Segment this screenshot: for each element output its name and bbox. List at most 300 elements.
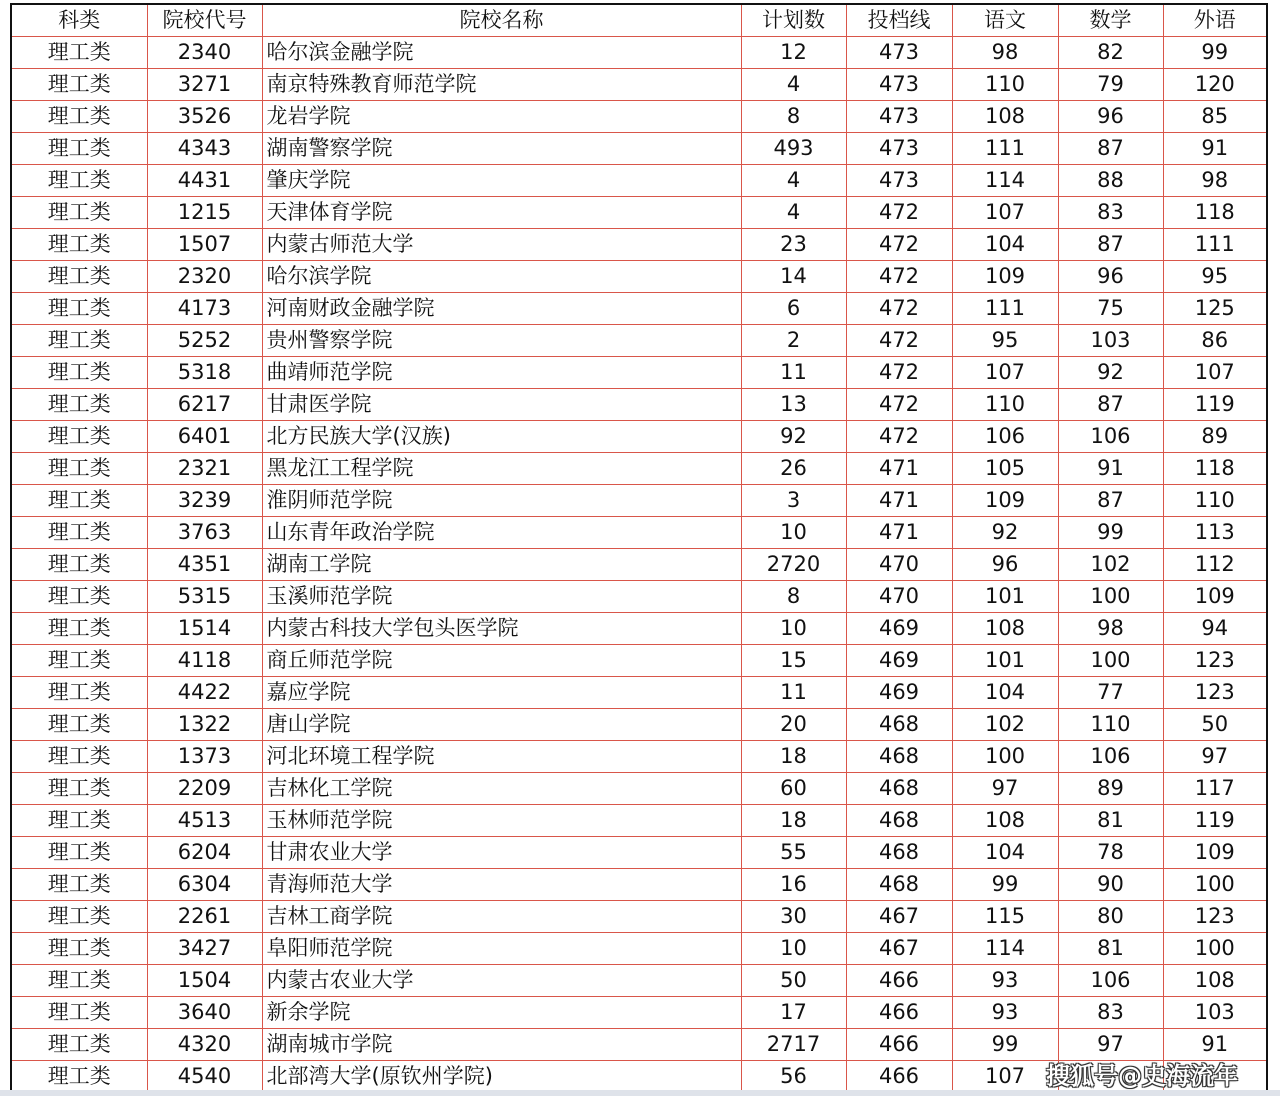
cell-plan: 20 xyxy=(741,709,846,741)
cell-chinese: 109 xyxy=(952,261,1058,293)
cell-code: 4431 xyxy=(147,165,262,197)
table-row xyxy=(11,933,1267,965)
cell-math: 103 xyxy=(1058,325,1163,357)
cell-plan: 10 xyxy=(741,613,846,645)
cell-chinese: 106 xyxy=(952,421,1058,453)
cell-cutoff: 472 xyxy=(846,293,952,325)
cell-chinese: 108 xyxy=(952,101,1058,133)
cell-foreign: 100 xyxy=(1163,933,1267,965)
cell-foreign: 91 xyxy=(1163,1029,1267,1061)
cell-cutoff: 471 xyxy=(846,517,952,549)
table-row xyxy=(11,229,1267,261)
cell-math: 83 xyxy=(1058,997,1163,1029)
cell-school-name: 阜阳师范学院 xyxy=(262,933,741,965)
cell-category: 理工类 xyxy=(11,1029,147,1061)
table-row xyxy=(11,421,1267,453)
cell-chinese: 111 xyxy=(952,293,1058,325)
cell-chinese: 108 xyxy=(952,613,1058,645)
cell-code: 6304 xyxy=(147,869,262,901)
cell-cutoff: 469 xyxy=(846,677,952,709)
cell-cutoff: 471 xyxy=(846,485,952,517)
cell-cutoff: 471 xyxy=(846,453,952,485)
cell-math: 89 xyxy=(1058,773,1163,805)
cell-math: 87 xyxy=(1058,485,1163,517)
cell-school-name: 甘肃医学院 xyxy=(262,389,741,421)
cell-school-name: 北部湾大学(原钦州学院) xyxy=(262,1061,741,1094)
cell-code: 6401 xyxy=(147,421,262,453)
cell-plan: 30 xyxy=(741,901,846,933)
table-row xyxy=(11,613,1267,645)
cell-math: 99 xyxy=(1058,517,1163,549)
cell-plan: 14 xyxy=(741,261,846,293)
cell-chinese: 114 xyxy=(952,933,1058,965)
cell-cutoff: 473 xyxy=(846,165,952,197)
cell-school-name: 南京特殊教育师范学院 xyxy=(262,69,741,101)
cell-code: 4351 xyxy=(147,549,262,581)
table-row xyxy=(11,197,1267,229)
cell-school-name: 吉林化工学院 xyxy=(262,773,741,805)
table-row xyxy=(11,69,1267,101)
cell-category: 理工类 xyxy=(11,837,147,869)
cell-foreign: 89 xyxy=(1163,421,1267,453)
cell-plan: 92 xyxy=(741,421,846,453)
cell-plan: 10 xyxy=(741,517,846,549)
cell-code: 4540 xyxy=(147,1061,262,1094)
cell-plan: 23 xyxy=(741,229,846,261)
cell-foreign: 118 xyxy=(1163,197,1267,229)
cell-foreign: 119 xyxy=(1163,389,1267,421)
cell-foreign: 86 xyxy=(1163,325,1267,357)
cell-chinese: 102 xyxy=(952,709,1058,741)
cell-plan: 56 xyxy=(741,1061,846,1094)
cell-school-name: 玉溪师范学院 xyxy=(262,581,741,613)
cell-school-name: 黑龙江工程学院 xyxy=(262,453,741,485)
cell-category: 理工类 xyxy=(11,421,147,453)
cell-chinese: 108 xyxy=(952,805,1058,837)
cell-code: 6204 xyxy=(147,837,262,869)
cell-plan: 18 xyxy=(741,805,846,837)
cell-code: 1514 xyxy=(147,613,262,645)
cell-cutoff: 468 xyxy=(846,805,952,837)
cell-chinese: 96 xyxy=(952,549,1058,581)
cell-school-name: 吉林工商学院 xyxy=(262,901,741,933)
table-row xyxy=(11,965,1267,997)
cell-plan: 26 xyxy=(741,453,846,485)
cell-school-name: 内蒙古农业大学 xyxy=(262,965,741,997)
cell-math: 88 xyxy=(1058,165,1163,197)
table-row xyxy=(11,357,1267,389)
cell-foreign: 109 xyxy=(1163,581,1267,613)
watermark: 搜狐号@史海流年 xyxy=(1046,1062,1238,1090)
cell-math: 80 xyxy=(1058,901,1163,933)
cell-cutoff: 467 xyxy=(846,901,952,933)
cell-chinese: 110 xyxy=(952,69,1058,101)
cell-code: 3763 xyxy=(147,517,262,549)
cell-code: 3526 xyxy=(147,101,262,133)
cell-cutoff: 472 xyxy=(846,357,952,389)
cell-foreign: 111 xyxy=(1163,229,1267,261)
cell-foreign: 123 xyxy=(1163,901,1267,933)
table-row xyxy=(11,741,1267,773)
cell-math: 98 xyxy=(1058,613,1163,645)
cell-code: 1504 xyxy=(147,965,262,997)
cell-school-name: 北方民族大学(汉族) xyxy=(262,421,741,453)
cell-plan: 15 xyxy=(741,645,846,677)
table-row xyxy=(11,325,1267,357)
cell-category: 理工类 xyxy=(11,133,147,165)
cell-math: 106 xyxy=(1058,965,1163,997)
cell-code: 4118 xyxy=(147,645,262,677)
cell-plan: 17 xyxy=(741,997,846,1029)
cell-chinese: 98 xyxy=(952,37,1058,69)
cell-math: 96 xyxy=(1058,261,1163,293)
cell-category: 理工类 xyxy=(11,997,147,1029)
cell-cutoff: 472 xyxy=(846,261,952,293)
cell-code: 5315 xyxy=(147,581,262,613)
cell-category: 理工类 xyxy=(11,293,147,325)
cell-school-name: 龙岩学院 xyxy=(262,101,741,133)
cell-plan: 60 xyxy=(741,773,846,805)
cell-chinese: 92 xyxy=(952,517,1058,549)
cell-chinese: 97 xyxy=(952,773,1058,805)
cell-plan: 4 xyxy=(741,69,846,101)
cell-code: 6217 xyxy=(147,389,262,421)
cell-category: 理工类 xyxy=(11,453,147,485)
cell-math: 81 xyxy=(1058,805,1163,837)
cell-school-name: 曲靖师范学院 xyxy=(262,357,741,389)
cell-cutoff: 473 xyxy=(846,69,952,101)
cell-math: 77 xyxy=(1058,677,1163,709)
cell-chinese: 101 xyxy=(952,581,1058,613)
cell-category: 理工类 xyxy=(11,869,147,901)
cell-school-name: 内蒙古科技大学包头医学院 xyxy=(262,613,741,645)
cell-school-name: 湖南警察学院 xyxy=(262,133,741,165)
table-row xyxy=(11,133,1267,165)
cell-code: 5252 xyxy=(147,325,262,357)
cell-chinese: 104 xyxy=(952,677,1058,709)
cell-category: 理工类 xyxy=(11,741,147,773)
cell-school-name: 甘肃农业大学 xyxy=(262,837,741,869)
cell-code: 3640 xyxy=(147,997,262,1029)
table-row xyxy=(11,485,1267,517)
cell-foreign: 50 xyxy=(1163,709,1267,741)
table-row xyxy=(11,389,1267,421)
cell-foreign: 123 xyxy=(1163,677,1267,709)
cell-plan: 493 xyxy=(741,133,846,165)
cell-cutoff: 466 xyxy=(846,1029,952,1061)
table-row xyxy=(11,165,1267,197)
header-code: 院校代号 xyxy=(147,4,262,37)
cell-code: 2321 xyxy=(147,453,262,485)
table-row xyxy=(11,805,1267,837)
cell-chinese: 107 xyxy=(952,197,1058,229)
cell-foreign: 112 xyxy=(1163,549,1267,581)
cell-cutoff: 473 xyxy=(846,101,952,133)
cell-category: 理工类 xyxy=(11,773,147,805)
cell-code: 1373 xyxy=(147,741,262,773)
cell-school-name: 湖南工学院 xyxy=(262,549,741,581)
cell-math: 92 xyxy=(1058,357,1163,389)
table-row xyxy=(11,37,1267,69)
cell-category: 理工类 xyxy=(11,261,147,293)
cell-cutoff: 466 xyxy=(846,997,952,1029)
table-row xyxy=(11,901,1267,933)
cell-foreign: 123 xyxy=(1163,645,1267,677)
cell-category: 理工类 xyxy=(11,901,147,933)
cell-plan: 4 xyxy=(741,197,846,229)
cell-foreign: 95 xyxy=(1163,261,1267,293)
cell-chinese: 105 xyxy=(952,453,1058,485)
table-row xyxy=(11,517,1267,549)
cell-school-name: 河南财政金融学院 xyxy=(262,293,741,325)
cell-foreign: 99 xyxy=(1163,37,1267,69)
table-row xyxy=(11,837,1267,869)
cell-code: 2209 xyxy=(147,773,262,805)
cell-foreign: 118 xyxy=(1163,453,1267,485)
cell-plan: 13 xyxy=(741,389,846,421)
cell-school-name: 淮阴师范学院 xyxy=(262,485,741,517)
cell-chinese: 107 xyxy=(952,1061,1058,1094)
cell-category: 理工类 xyxy=(11,165,147,197)
cell-math: 100 xyxy=(1058,645,1163,677)
cell-chinese: 99 xyxy=(952,869,1058,901)
cell-category: 理工类 xyxy=(11,645,147,677)
cell-code: 1322 xyxy=(147,709,262,741)
cell-category: 理工类 xyxy=(11,1061,147,1094)
table-row xyxy=(11,261,1267,293)
cell-cutoff: 472 xyxy=(846,325,952,357)
cell-chinese: 93 xyxy=(952,997,1058,1029)
cell-foreign: 91 xyxy=(1163,133,1267,165)
cell-math: 91 xyxy=(1058,453,1163,485)
table-row xyxy=(11,581,1267,613)
cell-plan: 50 xyxy=(741,965,846,997)
cell-chinese: 109 xyxy=(952,485,1058,517)
cell-category: 理工类 xyxy=(11,677,147,709)
cell-foreign: 117 xyxy=(1163,773,1267,805)
cell-cutoff: 469 xyxy=(846,645,952,677)
cell-cutoff: 472 xyxy=(846,197,952,229)
cell-chinese: 114 xyxy=(952,165,1058,197)
cell-math: 97 xyxy=(1058,1029,1163,1061)
cell-cutoff: 466 xyxy=(846,1061,952,1094)
cell-school-name: 唐山学院 xyxy=(262,709,741,741)
cell-school-name: 青海师范大学 xyxy=(262,869,741,901)
cell-math: 75 xyxy=(1058,293,1163,325)
table-row xyxy=(11,997,1267,1029)
header-foreign: 外语 xyxy=(1163,4,1267,37)
cell-plan: 18 xyxy=(741,741,846,773)
cell-foreign: 108 xyxy=(1163,965,1267,997)
cell-foreign: 85 xyxy=(1163,101,1267,133)
cell-category: 理工类 xyxy=(11,485,147,517)
cell-code: 3239 xyxy=(147,485,262,517)
cell-code: 1507 xyxy=(147,229,262,261)
cell-math: 87 xyxy=(1058,229,1163,261)
cell-code: 4343 xyxy=(147,133,262,165)
cell-chinese: 95 xyxy=(952,325,1058,357)
cell-cutoff: 468 xyxy=(846,837,952,869)
cell-plan: 2717 xyxy=(741,1029,846,1061)
cell-code: 2340 xyxy=(147,37,262,69)
cell-code: 5318 xyxy=(147,357,262,389)
cell-plan: 3 xyxy=(741,485,846,517)
cell-foreign: 125 xyxy=(1163,293,1267,325)
cell-cutoff: 472 xyxy=(846,421,952,453)
header-chinese: 语文 xyxy=(952,4,1058,37)
cell-foreign: 107 xyxy=(1163,357,1267,389)
cell-chinese: 107 xyxy=(952,357,1058,389)
cell-chinese: 115 xyxy=(952,901,1058,933)
table-header-row xyxy=(11,4,1267,37)
cell-school-name: 哈尔滨学院 xyxy=(262,261,741,293)
cell-foreign: 94 xyxy=(1163,613,1267,645)
cell-category: 理工类 xyxy=(11,613,147,645)
cell-category: 理工类 xyxy=(11,709,147,741)
cell-math: 87 xyxy=(1058,133,1163,165)
cell-chinese: 100 xyxy=(952,741,1058,773)
cell-category: 理工类 xyxy=(11,69,147,101)
cell-cutoff: 468 xyxy=(846,709,952,741)
header-plan: 计划数 xyxy=(741,4,846,37)
cell-code: 3271 xyxy=(147,69,262,101)
cell-school-name: 商丘师范学院 xyxy=(262,645,741,677)
cell-cutoff: 472 xyxy=(846,229,952,261)
cell-chinese: 110 xyxy=(952,389,1058,421)
header-category: 科类 xyxy=(11,4,147,37)
table-row xyxy=(11,549,1267,581)
table-row xyxy=(11,101,1267,133)
cell-school-name: 玉林师范学院 xyxy=(262,805,741,837)
cell-foreign: 119 xyxy=(1163,805,1267,837)
cell-math: 81 xyxy=(1058,933,1163,965)
cell-cutoff: 470 xyxy=(846,549,952,581)
cell-foreign: 109 xyxy=(1163,837,1267,869)
header-school-name: 院校名称 xyxy=(262,4,741,37)
cell-foreign: 100 xyxy=(1163,869,1267,901)
cell-code: 4513 xyxy=(147,805,262,837)
cell-category: 理工类 xyxy=(11,581,147,613)
cell-code: 2320 xyxy=(147,261,262,293)
cell-school-name: 山东青年政治学院 xyxy=(262,517,741,549)
cell-category: 理工类 xyxy=(11,549,147,581)
header-math: 数学 xyxy=(1058,4,1163,37)
cell-math: 106 xyxy=(1058,741,1163,773)
cell-cutoff: 468 xyxy=(846,773,952,805)
cell-school-name: 哈尔滨金融学院 xyxy=(262,37,741,69)
cell-chinese: 99 xyxy=(952,1029,1058,1061)
cell-plan: 16 xyxy=(741,869,846,901)
cell-plan: 12 xyxy=(741,37,846,69)
cell-chinese: 101 xyxy=(952,645,1058,677)
cell-category: 理工类 xyxy=(11,229,147,261)
table-row xyxy=(11,293,1267,325)
cell-category: 理工类 xyxy=(11,37,147,69)
cell-foreign: 113 xyxy=(1163,517,1267,549)
table-row xyxy=(11,677,1267,709)
table-row xyxy=(11,773,1267,805)
cell-code: 1215 xyxy=(147,197,262,229)
cell-category: 理工类 xyxy=(11,517,147,549)
cell-code: 4422 xyxy=(147,677,262,709)
table-row xyxy=(11,869,1267,901)
cell-plan: 4 xyxy=(741,165,846,197)
cell-math: 83 xyxy=(1058,197,1163,229)
cell-chinese: 93 xyxy=(952,965,1058,997)
header-cutoff: 投档线 xyxy=(846,4,952,37)
cell-school-name: 肇庆学院 xyxy=(262,165,741,197)
cell-school-name: 湖南城市学院 xyxy=(262,1029,741,1061)
cell-foreign: 110 xyxy=(1163,485,1267,517)
cell-math: 100 xyxy=(1058,581,1163,613)
cell-code: 3427 xyxy=(147,933,262,965)
table-row xyxy=(11,645,1267,677)
cell-math: 102 xyxy=(1058,549,1163,581)
cell-foreign: 120 xyxy=(1163,69,1267,101)
cell-code: 4320 xyxy=(147,1029,262,1061)
cell-chinese: 104 xyxy=(952,837,1058,869)
cell-math: 82 xyxy=(1058,37,1163,69)
cell-math: 90 xyxy=(1058,869,1163,901)
table-row xyxy=(11,453,1267,485)
cell-category: 理工类 xyxy=(11,389,147,421)
cell-category: 理工类 xyxy=(11,101,147,133)
cell-cutoff: 466 xyxy=(846,965,952,997)
cell-category: 理工类 xyxy=(11,965,147,997)
cell-math: 96 xyxy=(1058,101,1163,133)
cell-math: 110 xyxy=(1058,709,1163,741)
cell-category: 理工类 xyxy=(11,357,147,389)
cell-cutoff: 469 xyxy=(846,613,952,645)
cell-foreign: 103 xyxy=(1163,997,1267,1029)
cell-code: 4173 xyxy=(147,293,262,325)
cell-foreign: 97 xyxy=(1163,741,1267,773)
cell-school-name: 天津体育学院 xyxy=(262,197,741,229)
cell-cutoff: 473 xyxy=(846,133,952,165)
cell-cutoff: 470 xyxy=(846,581,952,613)
cell-school-name: 河北环境工程学院 xyxy=(262,741,741,773)
cell-category: 理工类 xyxy=(11,805,147,837)
cell-cutoff: 467 xyxy=(846,933,952,965)
cell-cutoff: 468 xyxy=(846,741,952,773)
cell-math: 79 xyxy=(1058,69,1163,101)
cell-school-name: 新余学院 xyxy=(262,997,741,1029)
cell-plan: 10 xyxy=(741,933,846,965)
cell-school-name: 嘉应学院 xyxy=(262,677,741,709)
cell-cutoff: 472 xyxy=(846,389,952,421)
cell-plan: 55 xyxy=(741,837,846,869)
cell-math: 78 xyxy=(1058,837,1163,869)
cell-school-name: 贵州警察学院 xyxy=(262,325,741,357)
cell-code: 2261 xyxy=(147,901,262,933)
cell-plan: 6 xyxy=(741,293,846,325)
cell-plan: 8 xyxy=(741,101,846,133)
cell-category: 理工类 xyxy=(11,197,147,229)
cell-math: 87 xyxy=(1058,389,1163,421)
cell-plan: 2 xyxy=(741,325,846,357)
table-row xyxy=(11,709,1267,741)
cell-plan: 2720 xyxy=(741,549,846,581)
cell-chinese: 111 xyxy=(952,133,1058,165)
cell-school-name: 内蒙古师范大学 xyxy=(262,229,741,261)
cell-plan: 11 xyxy=(741,357,846,389)
cell-category: 理工类 xyxy=(11,325,147,357)
admission-score-table xyxy=(10,3,1268,1094)
cell-plan: 8 xyxy=(741,581,846,613)
cell-math: 106 xyxy=(1058,421,1163,453)
cell-plan: 11 xyxy=(741,677,846,709)
cell-cutoff: 473 xyxy=(846,37,952,69)
